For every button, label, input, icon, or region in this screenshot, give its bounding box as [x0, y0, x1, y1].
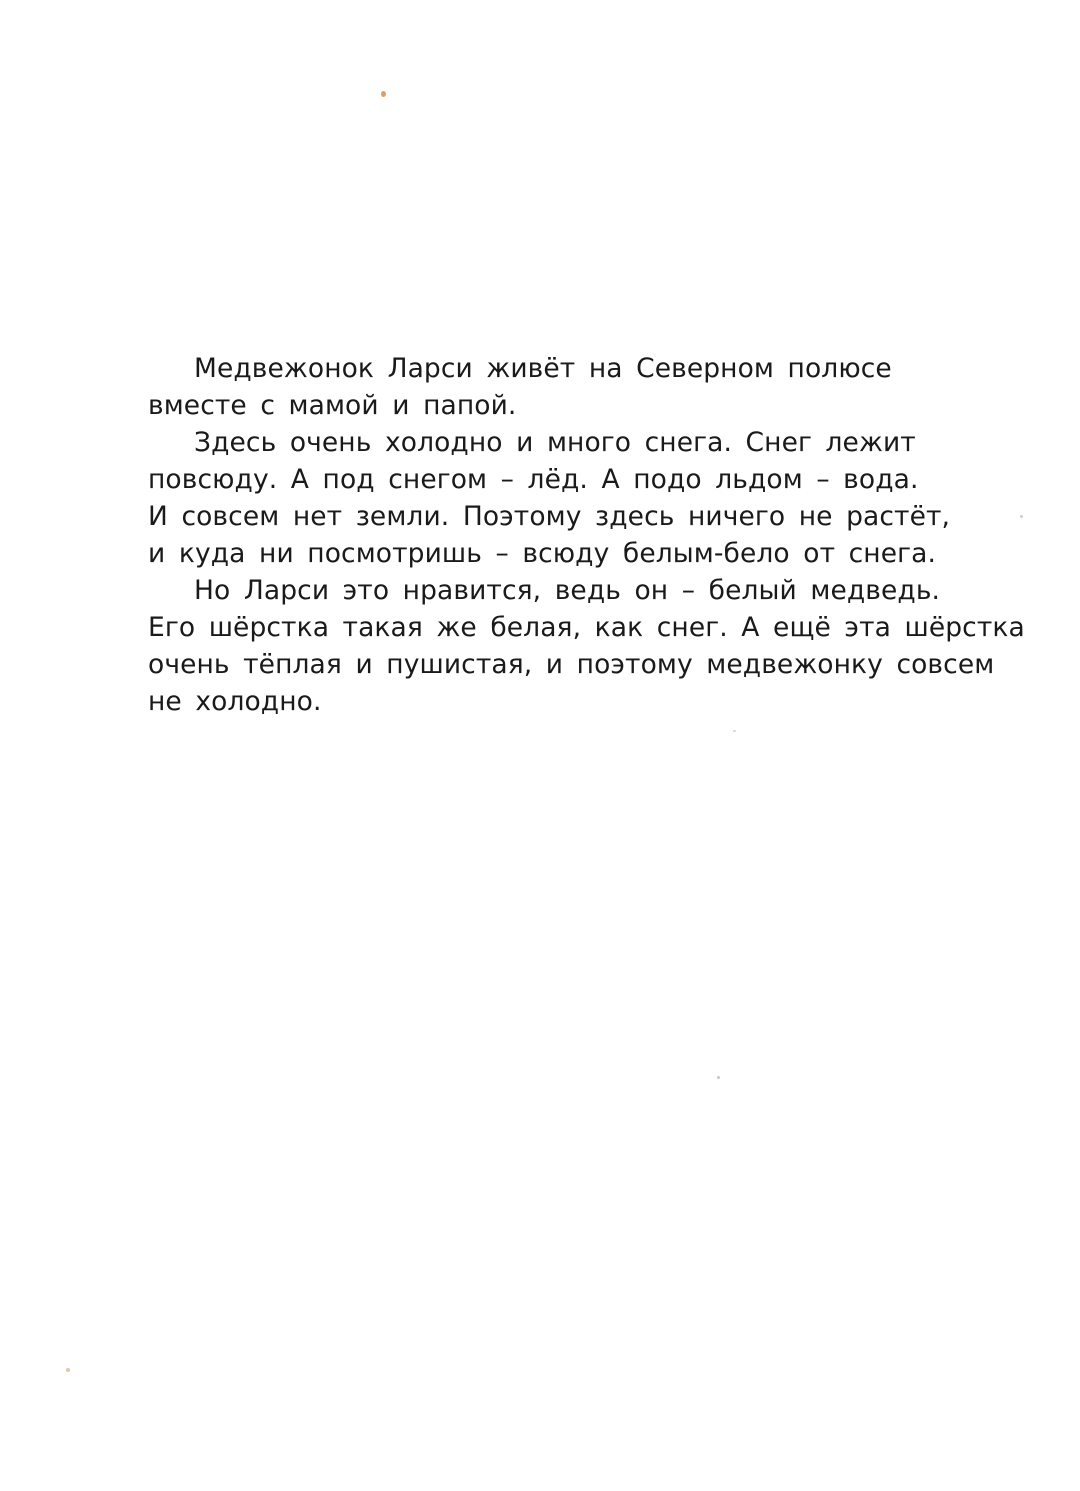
- story-line: и куда ни посмотришь – всюду белым-бело от снега.: [148, 538, 937, 569]
- paper-speck: [381, 91, 386, 97]
- story-line: Но Ларси это нравится, ведь он – белый медведь.: [194, 575, 941, 606]
- story-line: не холодно.: [148, 686, 322, 717]
- paper-speck: [733, 730, 736, 732]
- story-line: Здесь очень холодно и много снега. Снег лежит: [194, 427, 916, 458]
- story-line: очень тёплая и пушистая, и поэтому медвежонку совсем: [148, 649, 995, 680]
- story-line: вместе с мамой и папой.: [148, 390, 517, 421]
- story-line: Его шёрстка такая же белая, как снег. А ещё эта шёрстка: [148, 612, 1025, 643]
- paper-speck: [1020, 515, 1023, 518]
- story-line: И совсем нет земли. Поэтому здесь ничего не растёт,: [148, 501, 951, 532]
- story-text: [148, 350, 1025, 720]
- story-line: Медвежонок Ларси живёт на Северном полюсе: [194, 353, 892, 384]
- paper-speck: [66, 1368, 70, 1372]
- paper-speck: [717, 1076, 720, 1079]
- story-line: повсюду. А под снегом – лёд. А подо льдом – вода.: [148, 464, 919, 495]
